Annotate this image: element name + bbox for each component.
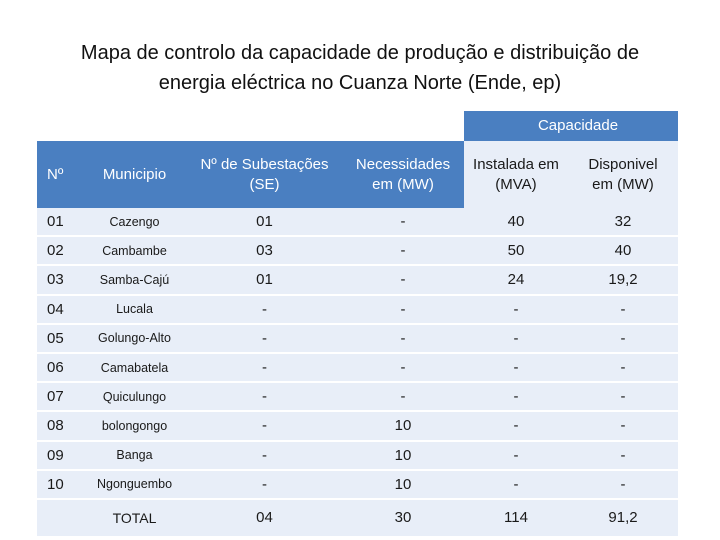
cell-subestacoes: 03 (256, 242, 273, 260)
header-capacidade: Capacidade (537, 117, 619, 134)
table-row (37, 442, 678, 471)
cell-no: 08 (47, 417, 64, 435)
cell-total-subestacoes: 04 (256, 509, 273, 527)
cell-necessidades: 10 (394, 475, 412, 493)
cell-subestacoes: - (262, 475, 267, 493)
cell-subestacoes: - (262, 329, 267, 347)
cell-disponivel: - (620, 359, 626, 377)
header-necessidades: Necessidades em (MW) (355, 155, 451, 193)
cell-instalada: - (513, 446, 519, 464)
cell-no: 09 (47, 446, 64, 464)
cell-subestacoes: - (262, 300, 267, 318)
cell-disponivel: - (620, 475, 626, 493)
cell-necessidades: 10 (394, 417, 412, 435)
cell-municipio: Quiculungo (102, 389, 167, 404)
title-line-1: Mapa de controlo da capacidade de produção e distribuição de (80, 42, 640, 64)
cell-instalada: 40 (507, 213, 525, 231)
cell-no: 07 (47, 388, 64, 406)
cell-necessidades: 10 (394, 446, 412, 464)
cell-total-necessidades: 30 (394, 509, 412, 527)
cell-municipio: Banga (116, 448, 153, 463)
table-row (37, 237, 678, 266)
cell-no: 03 (47, 271, 64, 289)
table-row (37, 354, 678, 383)
cell-instalada: - (513, 388, 519, 406)
cell-no: 02 (47, 242, 64, 260)
cell-total-disponivel: 91,2 (608, 509, 638, 527)
cell-disponivel: 40 (614, 242, 632, 260)
table-row (37, 383, 678, 412)
cell-no: 10 (47, 475, 64, 493)
cell-no: 06 (47, 359, 64, 377)
cell-instalada: - (513, 417, 519, 435)
cell-disponivel: - (620, 446, 626, 464)
cell-no: 05 (47, 329, 64, 347)
cell-instalada: - (513, 475, 519, 493)
cell-subestacoes: - (262, 417, 267, 435)
cell-municipio: Cambambe (102, 243, 167, 258)
cell-subestacoes: - (262, 388, 267, 406)
cell-no: 04 (47, 300, 64, 318)
cell-disponivel: - (620, 417, 626, 435)
cell-municipio: Golungo-Alto (98, 331, 171, 346)
cell-necessidades: - (400, 388, 406, 406)
cell-municipio: Camabatela (100, 360, 169, 375)
cell-instalada: - (513, 329, 519, 347)
title-line-2: energia eléctrica no Cuanza Norte (Ende, ep) (158, 72, 562, 94)
cell-necessidades: - (400, 271, 406, 289)
table-row (37, 296, 678, 325)
table-row-total (37, 500, 678, 536)
cell-disponivel: - (620, 388, 626, 406)
cell-subestacoes: 01 (256, 271, 273, 289)
cell-necessidades: - (400, 300, 406, 318)
cell-instalada: - (513, 300, 519, 318)
cell-disponivel: - (620, 329, 626, 347)
cell-instalada: - (513, 359, 519, 377)
cell-municipio: Lucala (116, 302, 153, 317)
page-title (0, 38, 720, 98)
cell-instalada: 24 (507, 271, 525, 289)
header-municipio: Municipio (102, 165, 167, 183)
cell-total-label: TOTAL (112, 509, 157, 526)
table-row (37, 471, 678, 500)
cell-subestacoes: - (262, 359, 267, 377)
header-disponivel: Disponivel em (MW) (568, 141, 678, 208)
header-subestacoes: Nº de Subestações (SE) (200, 155, 329, 193)
cell-disponivel: - (620, 300, 626, 318)
table-row (37, 266, 678, 295)
cell-municipio: Ngonguembo (96, 477, 173, 492)
table-body (37, 208, 678, 536)
cell-disponivel: 32 (614, 213, 632, 231)
cell-instalada: 50 (507, 242, 525, 260)
table-row (37, 208, 678, 237)
cell-disponivel: 19,2 (608, 271, 638, 289)
cell-municipio: bolongongo (101, 418, 168, 433)
cell-necessidades: - (400, 359, 406, 377)
capacity-table (37, 111, 678, 530)
cell-municipio: Samba-Cajú (99, 272, 170, 287)
cell-necessidades: - (400, 242, 406, 260)
cell-subestacoes: 01 (256, 213, 273, 231)
table-row (37, 325, 678, 354)
cell-municipio: Cazengo (109, 214, 160, 229)
header-instalada: Instalada em (MVA) (464, 141, 568, 208)
cell-necessidades: - (400, 213, 406, 231)
cell-subestacoes: - (262, 446, 267, 464)
table-row (37, 412, 678, 441)
cell-necessidades: - (400, 329, 406, 347)
cell-no: 01 (47, 213, 64, 231)
header-no: Nº (47, 165, 64, 183)
cell-total-instalada: 114 (504, 509, 528, 527)
